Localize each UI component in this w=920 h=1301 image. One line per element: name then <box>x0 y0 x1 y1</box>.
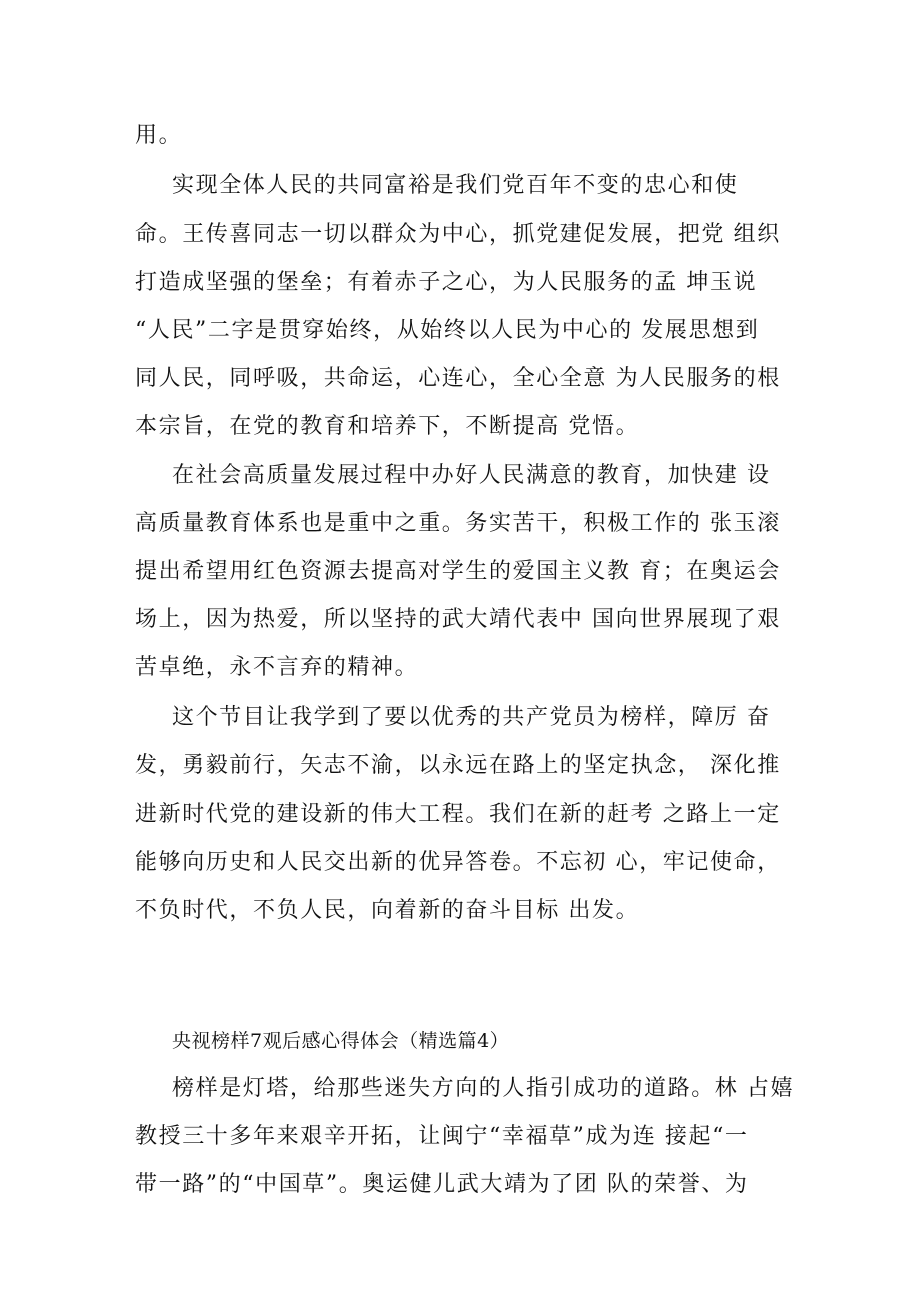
text-line: 不负时代，不负人民，向着新的奋斗目标 出发。 <box>135 898 640 923</box>
text-line: 带一路”的“中国草”。奥运健儿武大靖为了团 队的荣誉、为 <box>135 1172 749 1197</box>
text-line: 苦卓绝，永不言弃的精神。 <box>135 655 419 680</box>
section-title: 央视榜样7观后感心得体会（精选篇4） <box>172 1030 510 1052</box>
text-line: 发，勇毅前行，矢志不渝，以永远在路上的坚定执念， 深化推 <box>135 753 781 778</box>
text-line: 打造成坚强的堡垒；有着赤子之心，为人民服务的孟 坤玉说 <box>135 270 758 295</box>
text-line: 提出希望用红色资源去提高对学生的爱国主义教 育；在奥运会 <box>135 559 781 584</box>
paragraph-start: 这个节目让我学到了要以优秀的共产党员为榜样，障厉 奋 <box>172 705 771 730</box>
text-line: 用。 <box>135 123 183 148</box>
text-line: 能够向历史和人民交出新的优异答卷。不忘初 心，牢记使命， <box>135 850 781 875</box>
text-line: 本宗旨，在党的教育和培养下，不断提高 党悟。 <box>135 414 640 439</box>
text-line: 高质量教育体系也是重中之重。务实苦干，积极工作的 张玉滚 <box>135 511 781 536</box>
text-line: 同人民，同呼吸，共命运，心连心，全心全意 为人民服务的根 <box>135 366 781 391</box>
text-line: 命。王传喜同志一切以群众为中心，抓党建促发展，把党 组织 <box>135 222 781 247</box>
paragraph-start: 实现全体人民的共同富裕是我们党百年不变的忠心和使 <box>172 173 739 198</box>
text-line: 进新时代党的建设新的伟大工程。我们在新的赶考 之路上一定 <box>135 802 781 827</box>
text-line: “人民”二字是贯穿始终，从始终以人民为中心的 发展思想到 <box>135 318 760 343</box>
text-line: 教授三十多年来艰辛开拓，让闽宁“幸福草”成为连 接起“一 <box>135 1124 749 1149</box>
paragraph-start: 在社会高质量发展过程中办好人民满意的教育，加快建 设 <box>172 463 771 488</box>
text-line: 场上，因为热爱，所以坚持的武大靖代表中 国向世界展现了艰 <box>135 607 781 632</box>
paragraph-start: 榜样是灯塔，给那些迷失方向的人指引成功的道路。林 占嬉 <box>172 1076 795 1101</box>
